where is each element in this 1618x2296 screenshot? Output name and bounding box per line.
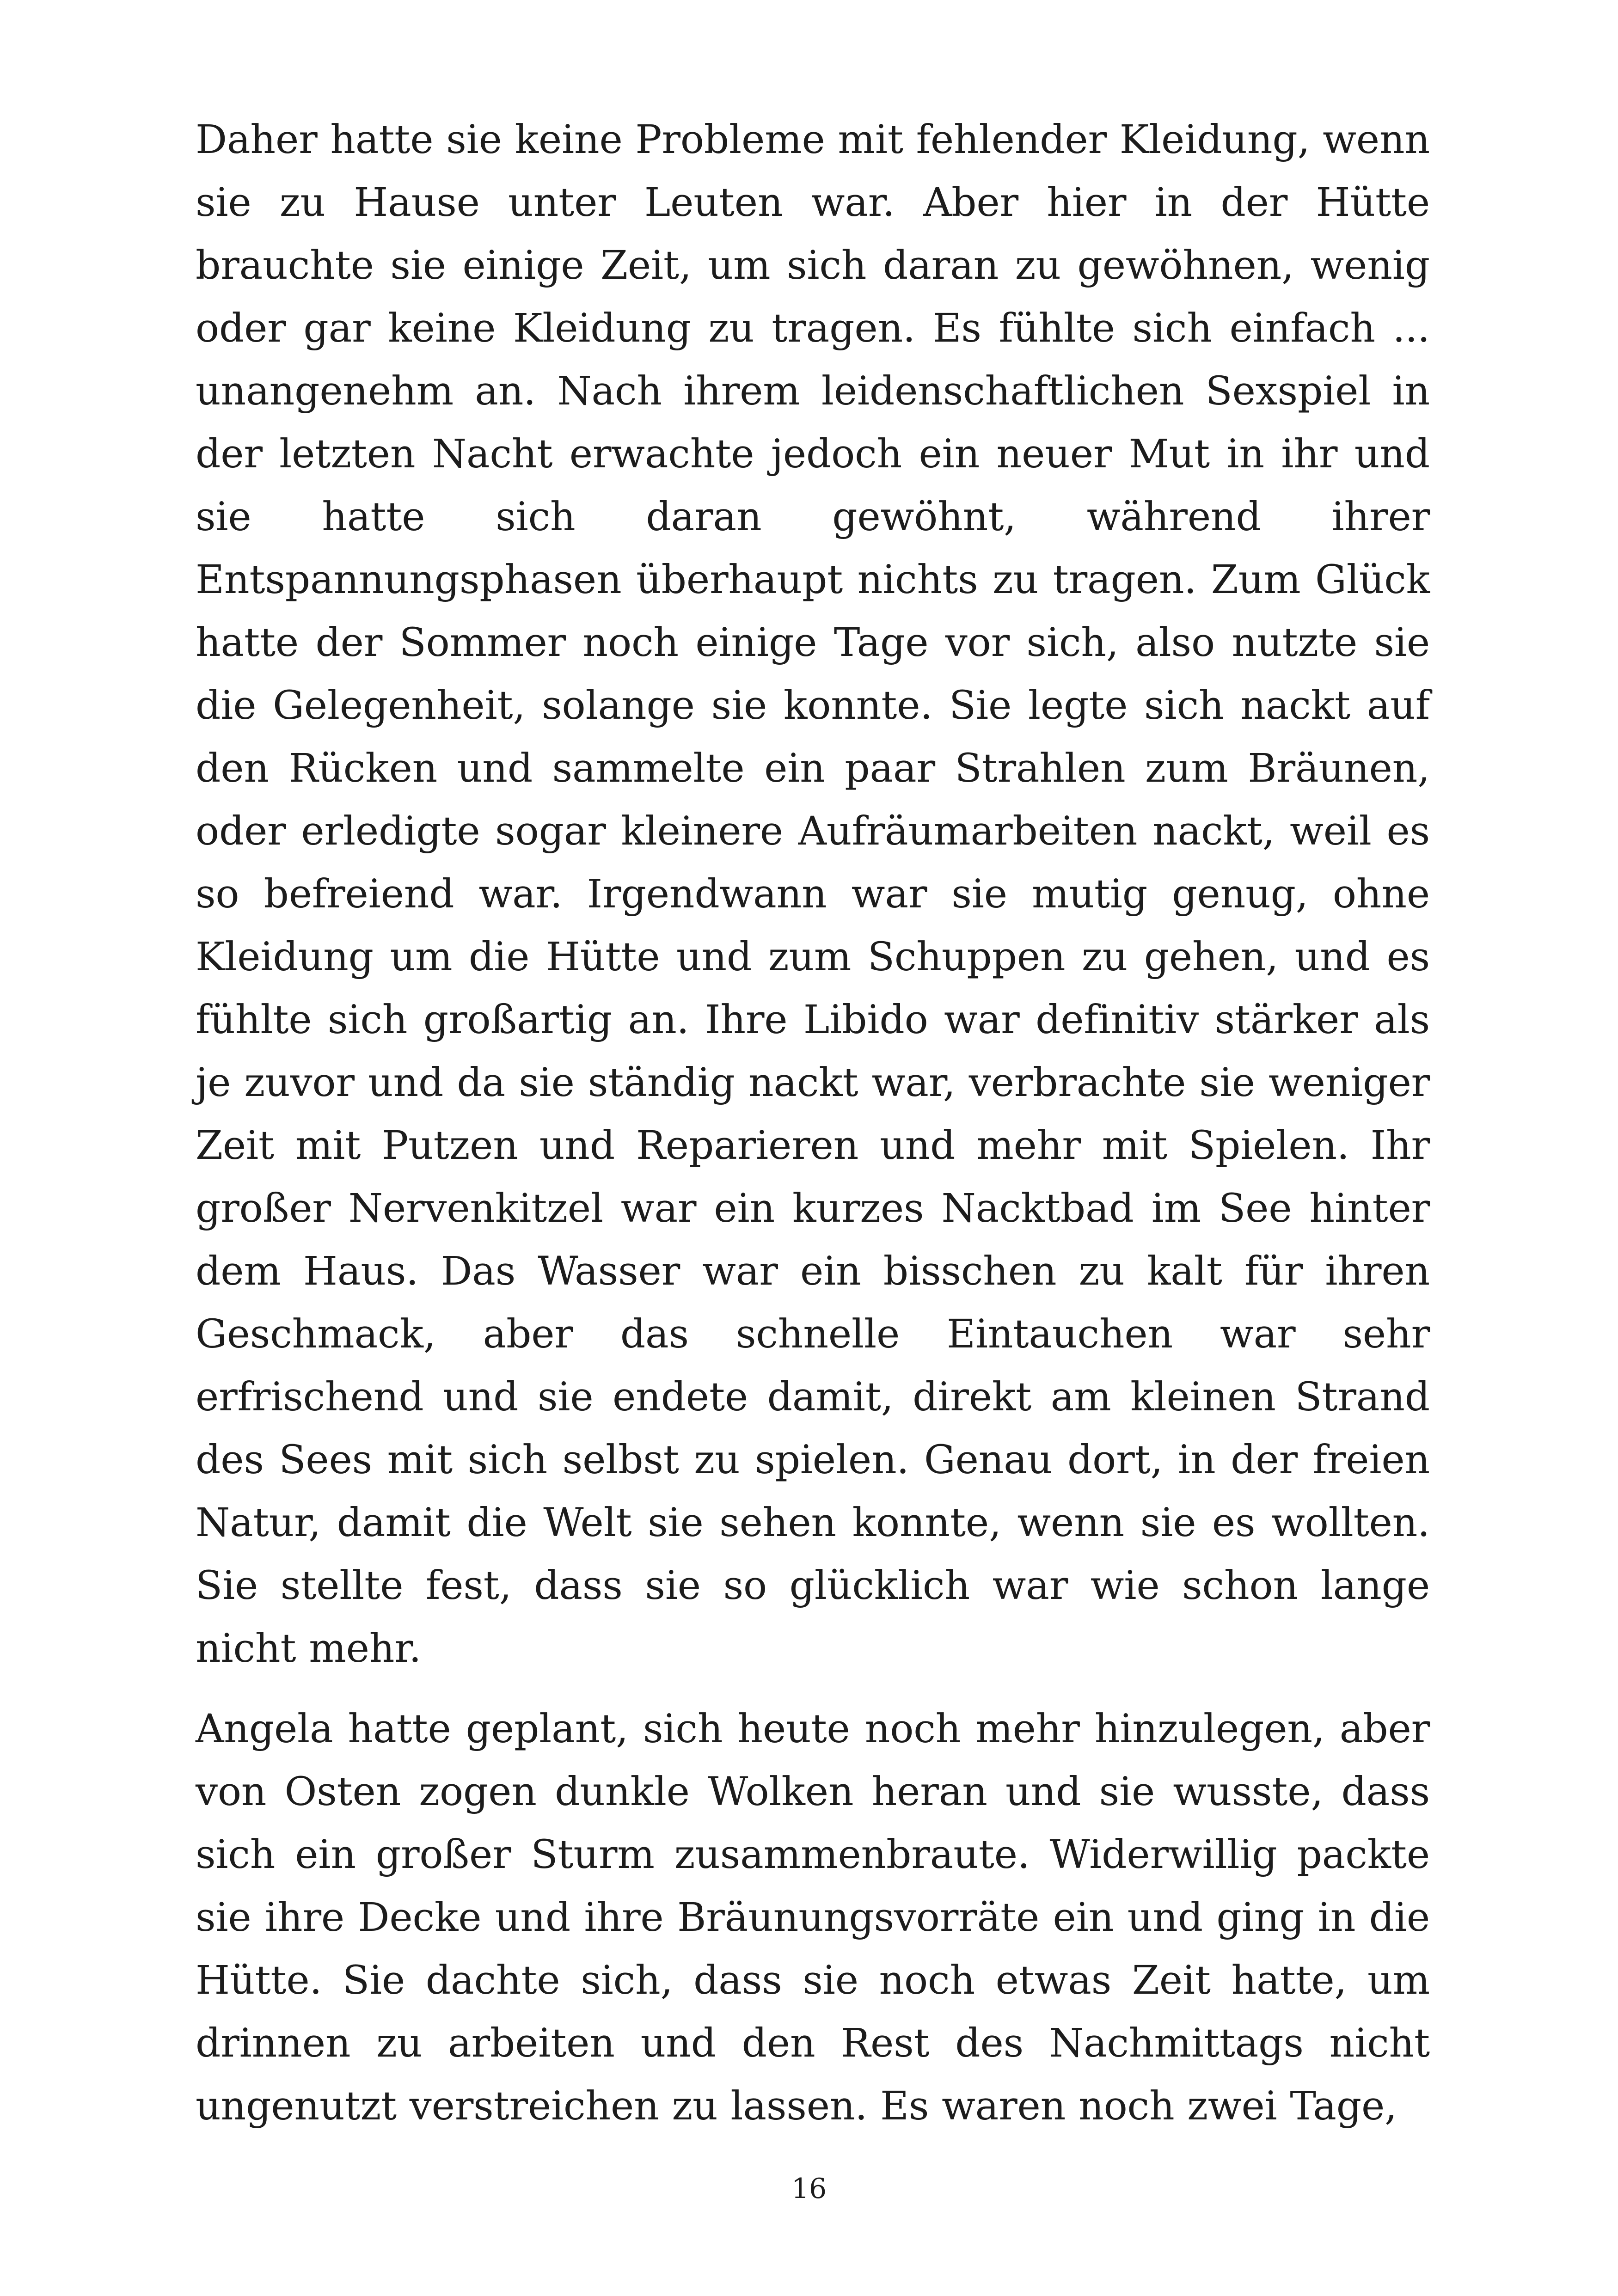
body-paragraph-2: Angela hatte geplant, sich heute noch mehr hinzulegen, aber von Osten zogen dunkle Wolken heran und sie wusste, dass sich ein großer Sturm zusammenbraute. Widerwillig packte sie ihre Decke und ihre Bräunungsvorräte ein und ging in die Hütte. Sie dachte sich, dass sie noch etwas Zeit hatte, um drinnen zu arbeiten und den Rest des Nachmittags nicht ungenutzt verstreichen zu lassen. Es waren noch zwei Tage, bbox=[196, 1706, 1430, 2129]
page-number: 16 bbox=[791, 2173, 827, 2205]
body-paragraph-1: Daher hatte sie keine Probleme mit fehlender Kleidung, wenn sie zu Hause unter Leuten war. Aber hier in der Hütte brauchte sie einige Zeit, um sich daran zu gewöhnen, wenig oder gar keine Kleidung zu tragen. Es fühlte sich einfach ... unangenehm an. Nach ihrem leidenschaftlichen Sexspiel in der letzten Nacht erwachte jedoch ein neuer Mut in ihr und sie hatte sich daran gewöhnt, während ihrer Entspannungsphasen überhaupt nichts zu tragen. Zum Glück hatte der Sommer noch einige Tage vor sich, also nutzte sie die Gelegenheit, solange sie konnte. Sie legte sich nackt auf den Rücken und sammelte ein paar Strahlen zum Bräunen, oder erledigte sogar kleinere Aufräumarbeiten nackt, weil es so befreiend war. Irgendwann war sie mutig genug, ohne Kleidung um die Hütte und zum Schuppen zu gehen, und es fühlte sich großartig an. Ihre Libido war definitiv stärker als je zuvor und da sie ständig nackt war, verbrachte sie weniger Zeit mit Putzen und Reparieren und mehr mit Spielen. Ihr großer Nervenkitzel war ein kurzes Nacktbad im See hinter dem Haus. Das Wasser war ein bisschen zu kalt für ihren Geschmack, aber das schnelle Eintauchen war sehr erfrischend und sie endete damit, direkt am kleinen Strand des Sees mit sich selbst zu spielen. Genau dort, in der freien Natur, damit die Welt sie sehen konnte, wenn sie es wollten. Sie stellte fest, dass sie so glücklich war wie schon lange nicht mehr. bbox=[196, 117, 1430, 1671]
page-body bbox=[196, 109, 1430, 2138]
